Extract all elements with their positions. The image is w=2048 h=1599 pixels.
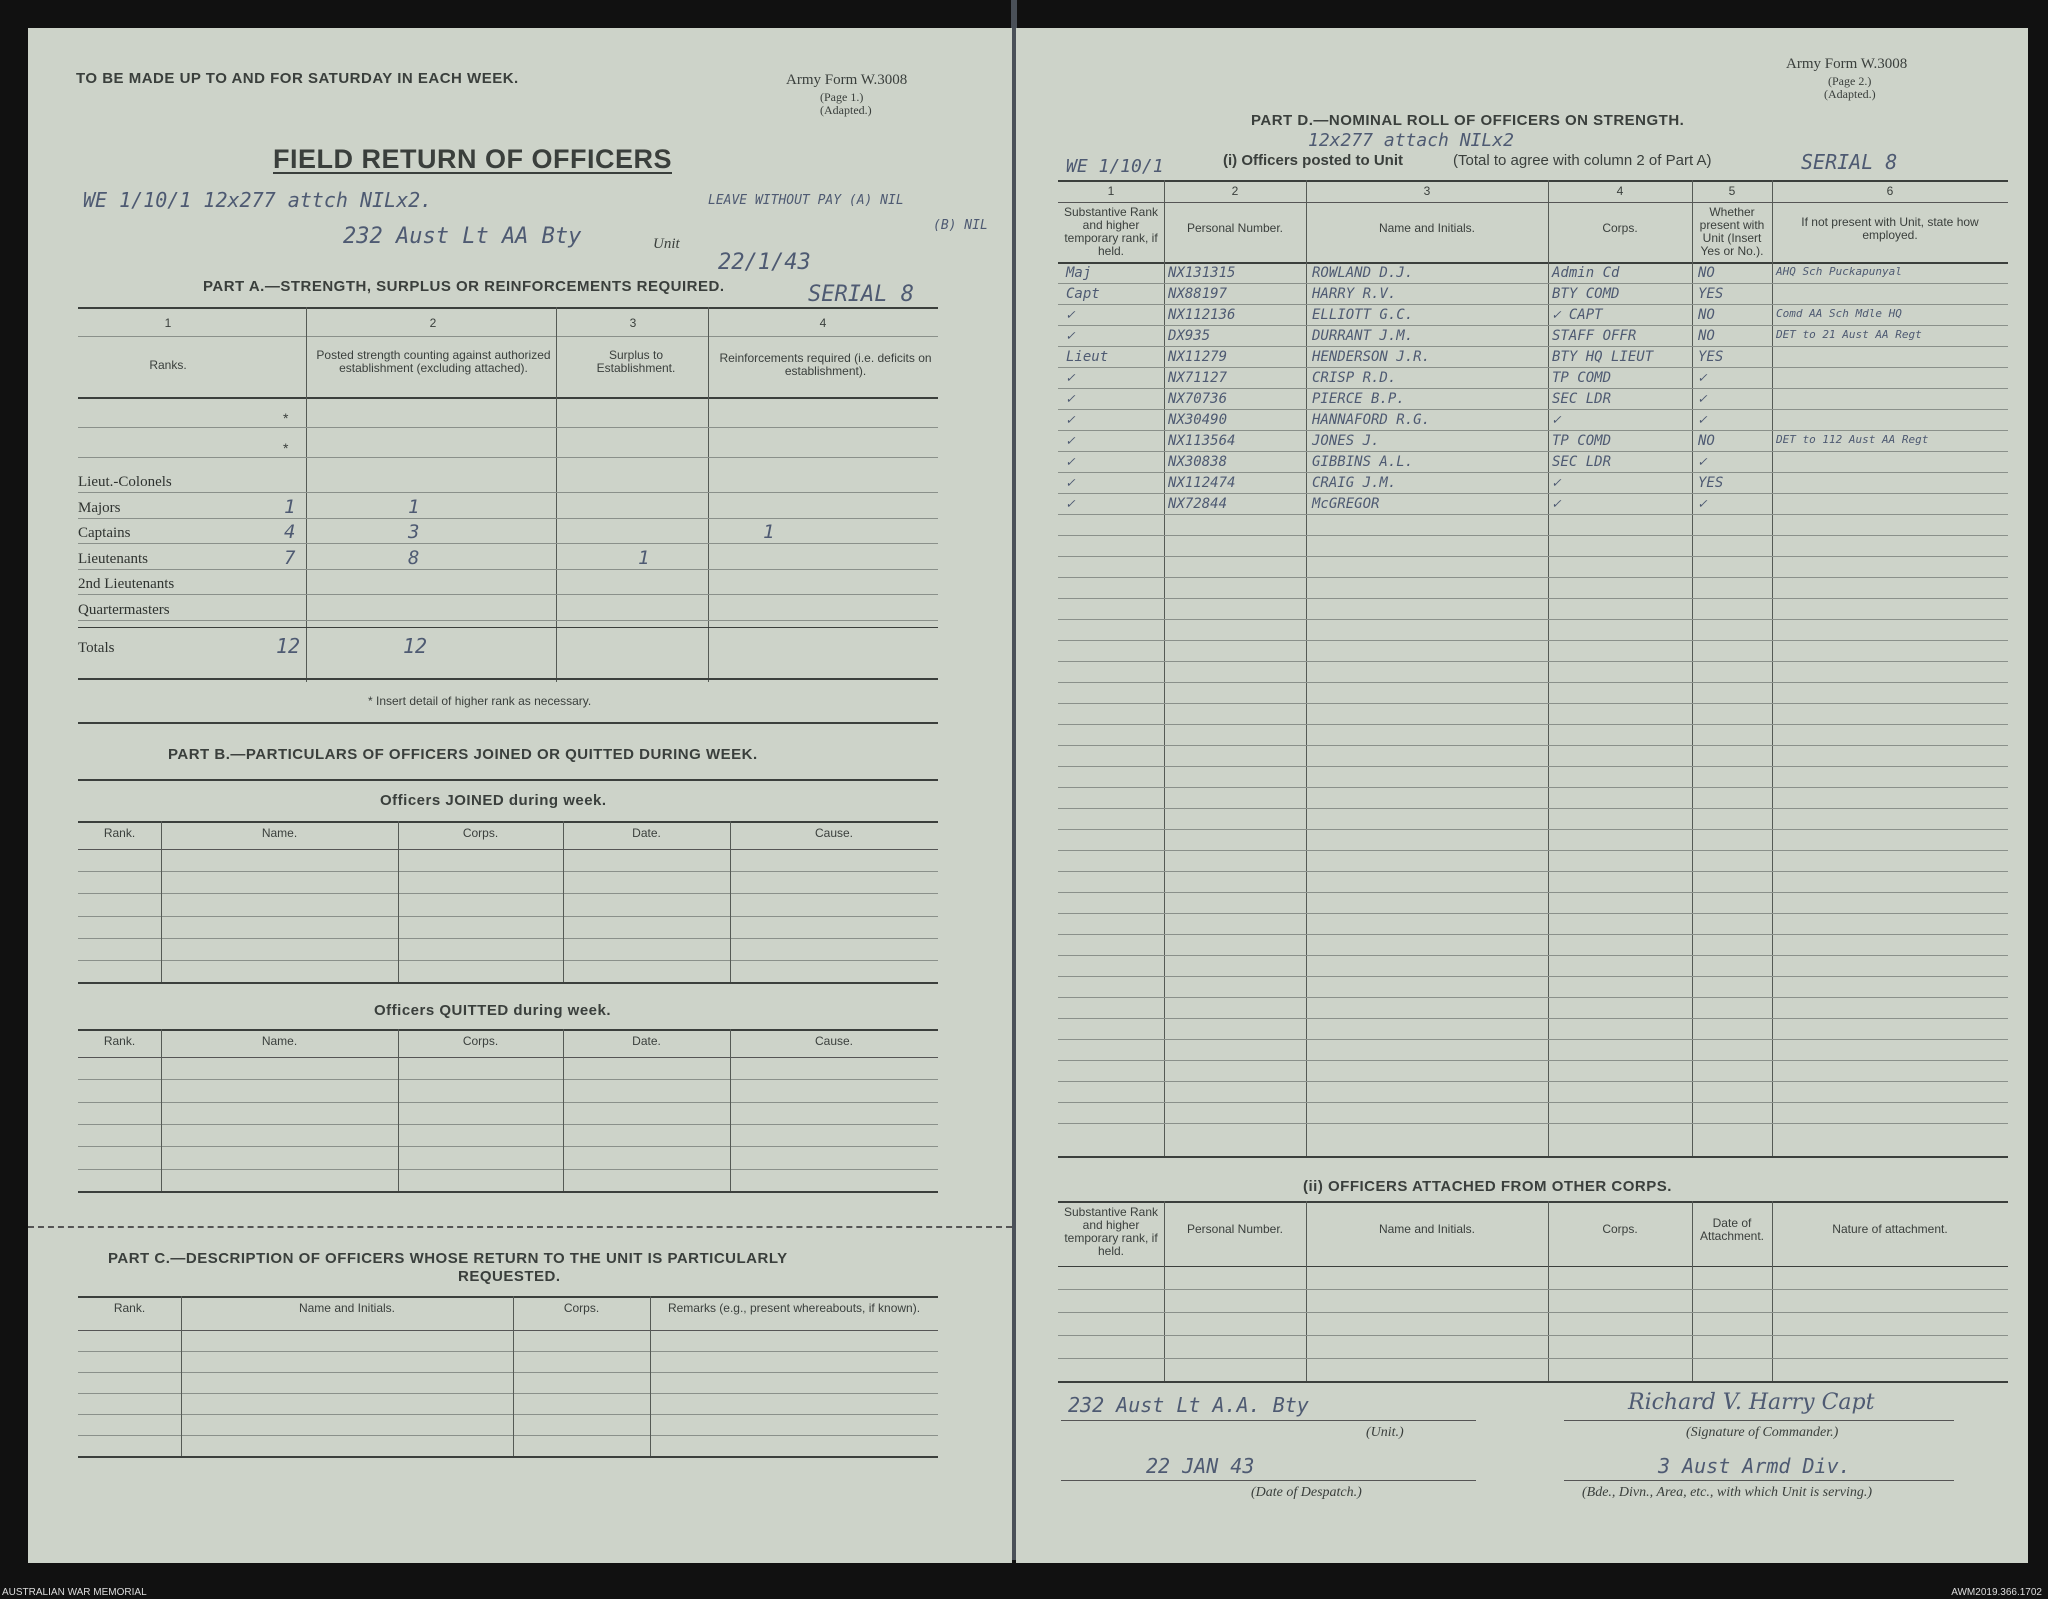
- table-column-header: Name and Initials.: [298, 1301, 396, 1315]
- roll-cell: NX70736: [1168, 391, 1228, 407]
- table-row: [1058, 703, 2008, 704]
- table-column-header: Name.: [261, 1034, 298, 1048]
- roll-cell: YES: [1698, 286, 1724, 302]
- table-row: [78, 938, 938, 939]
- handwritten-attach: 12x277 attach NILx2: [1308, 130, 1514, 151]
- table-column-header: Rank.: [113, 1301, 146, 1315]
- table-row: [1058, 1018, 2008, 1019]
- table-row: [1058, 304, 2008, 305]
- table-row: [78, 1169, 938, 1170]
- table-row: [1058, 472, 2008, 473]
- roll-cell: NX30838: [1168, 454, 1228, 470]
- roll-cell: NX113564: [1168, 433, 1236, 449]
- roll-cell: ✓: [1066, 370, 1075, 386]
- attached-column-header: Date of Attachment.: [1699, 1216, 1765, 1243]
- roll-cell: ✓: [1698, 370, 1707, 386]
- table-row: [1058, 346, 2008, 347]
- footer-credit: AUSTRALIAN WAR MEMORIAL: [2, 1587, 147, 1598]
- table-row: [78, 1414, 938, 1415]
- rank-label: Majors: [78, 499, 121, 516]
- roll-cell: ✓: [1066, 412, 1075, 428]
- table-row: [78, 960, 938, 961]
- footer-accession: AWM2019.366.1702: [1951, 1587, 2042, 1598]
- roll-cell: HENDERSON J.R.: [1312, 349, 1431, 365]
- roll-cell: Admin Cd: [1552, 265, 1620, 281]
- table-row: [1058, 682, 2008, 683]
- table-row: [1058, 1335, 2008, 1336]
- table-row: [1058, 1123, 2008, 1124]
- unit-caption: (Unit.): [1366, 1425, 1404, 1440]
- roll-cell: NX72844: [1168, 496, 1228, 512]
- form-adapted-p2: (Adapted.): [1824, 87, 1876, 101]
- division-caption: (Bde., Divn., Area, etc., with which Unit is serving.): [1582, 1485, 1873, 1500]
- handwritten-we-p2: WE 1/10/1: [1066, 156, 1164, 177]
- table-row: [1058, 787, 2008, 788]
- rank-establishment: 7: [284, 546, 296, 569]
- table-row: [1058, 1312, 2008, 1313]
- quitted-title: Officers QUITTED during week.: [374, 1002, 612, 1019]
- table-column-header: Cause.: [814, 826, 854, 840]
- attached-column-header: Personal Number.: [1186, 1222, 1284, 1236]
- roll-cell: NX71127: [1168, 370, 1228, 386]
- roll-cell: Comd AA Sch Mdle HQ: [1776, 307, 1902, 320]
- roll-cell: ✓: [1698, 391, 1707, 407]
- roll-cell: SEC LDR: [1552, 454, 1612, 470]
- handwritten-division: 3 Aust Armd Div.: [1658, 1454, 1851, 1478]
- rank-posted: 1: [408, 495, 420, 518]
- roll-cell: Capt: [1066, 286, 1100, 302]
- rank-label: 2nd Lieutenants: [78, 576, 175, 592]
- roll-column-header: Personal Number.: [1186, 221, 1284, 235]
- table-row: [78, 871, 938, 872]
- header-note: TO BE MADE UP TO AND FOR SATURDAY IN EACH WEEK.: [76, 70, 519, 87]
- roll-cell: ELLIOTT G.C.: [1312, 307, 1414, 323]
- table-row: [1058, 1102, 2008, 1103]
- part-a-title: PART A.—STRENGTH, SURPLUS OR REINFORCEMENTS REQUIRED.: [203, 278, 725, 295]
- roll-cell: NX131315: [1168, 265, 1236, 281]
- table-row: [1058, 535, 2008, 536]
- table-row: [1058, 808, 2008, 809]
- roll-cell: ✓: [1552, 412, 1561, 428]
- roll-cell: TP COMD: [1552, 433, 1612, 449]
- roll-cell: McGREGOR: [1312, 496, 1380, 512]
- table-row: [78, 1079, 938, 1080]
- form-page: (Page 1.): [820, 90, 864, 104]
- roll-cell: ✓: [1552, 475, 1561, 491]
- roll-column-header: If not present with Unit, state how employed.: [1801, 215, 1979, 242]
- table-row: [1058, 892, 2008, 893]
- table-row: [1058, 619, 2008, 620]
- table-row: [78, 1124, 938, 1125]
- roll-cell: HANNAFORD R.G.: [1312, 412, 1431, 428]
- roll-cell: JONES J.: [1312, 433, 1380, 449]
- table-row: [1058, 829, 2008, 830]
- table-row: [1058, 430, 2008, 431]
- roll-cell: BTY COMD: [1552, 286, 1620, 302]
- handwritten-week-ending: WE 1/10/1 12x277 attch NILx2.: [83, 188, 433, 212]
- joined-title: Officers JOINED during week.: [380, 792, 607, 809]
- signature-caption: (Signature of Commander.): [1686, 1425, 1839, 1440]
- roll-cell: ✓: [1698, 454, 1707, 470]
- totals-label: Totals: [78, 640, 115, 656]
- table-row: [1058, 325, 2008, 326]
- roll-cell: HARRY R.V.: [1312, 286, 1397, 302]
- table-row: [1058, 745, 2008, 746]
- table-row: [1058, 283, 2008, 284]
- roll-cell: NX112474: [1168, 475, 1236, 491]
- part-a-row-line: [78, 569, 938, 570]
- attached-column-header: Name and Initials.: [1378, 1222, 1476, 1236]
- part-a-footnote: * Insert detail of higher rank as necessary.: [368, 694, 592, 708]
- roll-cell: ✓: [1066, 307, 1075, 323]
- roll-cell: Lieut: [1066, 349, 1109, 365]
- table-column-header: Name.: [261, 826, 298, 840]
- table-row: [1058, 1081, 2008, 1082]
- table-row: [1058, 388, 2008, 389]
- table-row: [1058, 955, 2008, 956]
- roll-cell: SEC LDR: [1552, 391, 1612, 407]
- form-page-p2: (Page 2.): [1828, 74, 1872, 88]
- part-a-col-surplus: Surplus to Establishment.: [596, 348, 676, 375]
- rank-posted: 8: [408, 546, 420, 569]
- sub-ii-title: (ii) OFFICERS ATTACHED FROM OTHER CORPS.: [1303, 1178, 1672, 1195]
- roll-cell: YES: [1698, 349, 1724, 365]
- roll-cell: TP COMD: [1552, 370, 1612, 386]
- table-column-header: Rank.: [103, 826, 136, 840]
- handwritten-date: 22/1/43: [718, 250, 811, 275]
- table-row: [1058, 871, 2008, 872]
- handwritten-unit: 232 Aust Lt AA Bty: [343, 224, 582, 249]
- table-row: [78, 1146, 938, 1147]
- table-row: [78, 916, 938, 917]
- roll-cell: Maj: [1066, 265, 1092, 281]
- table-column-header: Corps.: [563, 1301, 600, 1315]
- part-a-row-line: [78, 594, 938, 595]
- form-adapted: (Adapted.): [820, 103, 872, 117]
- roll-cell: NX112136: [1168, 307, 1236, 323]
- part-a-col-posted: Posted strength counting against authorized establishment (excluding attached).: [316, 348, 551, 375]
- table-row: [1058, 850, 2008, 851]
- roll-cell: ✓: [1066, 475, 1075, 491]
- attached-column-header: Corps.: [1602, 1222, 1638, 1236]
- table-row: [1058, 661, 2008, 662]
- despatch-caption: (Date of Despatch.): [1251, 1485, 1362, 1500]
- rank-reinforcements: 1: [763, 521, 775, 543]
- table-column-header: Rank.: [103, 1034, 136, 1048]
- attached-column-header: Substantive Rank and higher temporary rank, if held.: [1063, 1205, 1159, 1258]
- table-column-header: Remarks (e.g., present whereabouts, if known).: [667, 1301, 921, 1315]
- table-column-header: Cause.: [814, 1034, 854, 1048]
- roll-cell: ✓: [1066, 433, 1075, 449]
- table-row: [78, 1393, 938, 1394]
- roll-cell: NX11279: [1168, 349, 1228, 365]
- part-c-title-2: REQUESTED.: [458, 1268, 561, 1285]
- part-a-row-line: [78, 620, 938, 621]
- perforation-line: [28, 1226, 1012, 1228]
- table-row: [1058, 997, 2008, 998]
- table-row: [1058, 1289, 2008, 1290]
- roll-cell: NO: [1698, 433, 1715, 449]
- roll-cell: NX30490: [1168, 412, 1228, 428]
- roll-cell: NX88197: [1168, 286, 1228, 302]
- totals-posted: 12: [403, 634, 428, 658]
- part-a-row-line: [78, 518, 938, 519]
- roll-cell: STAFF OFFR: [1552, 328, 1637, 344]
- roll-cell: ✓: [1066, 496, 1075, 512]
- roll-cell: CRAIG J.M.: [1312, 475, 1397, 491]
- table-row: [78, 1372, 938, 1373]
- table-row: [1058, 724, 2008, 725]
- roll-column-header: Corps.: [1602, 221, 1638, 235]
- totals-establishment: 12: [276, 634, 301, 658]
- form-number: Army Form W.3008: [786, 72, 908, 88]
- part-a-row-line: [78, 543, 938, 544]
- rank-label: Lieut.-Colonels: [78, 474, 172, 490]
- table-row: [1058, 451, 2008, 452]
- roll-cell: DURRANT J.M.: [1312, 328, 1414, 344]
- table-row: [1058, 934, 2008, 935]
- table-column-header: Date.: [632, 826, 661, 840]
- table-row: [1058, 556, 2008, 557]
- roll-cell: ✓: [1066, 391, 1075, 407]
- table-row: [1058, 367, 2008, 368]
- table-row: [1058, 1060, 2008, 1061]
- rank-establishment: 4: [284, 521, 296, 543]
- table-row: [1058, 514, 2008, 515]
- roll-column-header: Substantive Rank and higher temporary rank, if held.: [1063, 205, 1159, 258]
- form-number-p2: Army Form W.3008: [1786, 56, 1908, 72]
- part-a-col-ranks: Ranks.: [149, 358, 187, 372]
- roll-cell: ✓: [1066, 454, 1075, 470]
- table-row: [1058, 640, 2008, 641]
- roll-cell: ✓ CAPT: [1552, 307, 1603, 323]
- roll-cell: PIERCE B.P.: [1312, 391, 1405, 407]
- table-column-header: Corps.: [462, 826, 499, 840]
- rank-label: Quartermasters: [78, 601, 170, 618]
- table-row: [1058, 976, 2008, 977]
- roll-column-header: Name and Initials.: [1378, 221, 1476, 235]
- roll-cell: GIBBINS A.L.: [1312, 454, 1414, 470]
- table-column-header: Date.: [632, 1034, 661, 1048]
- roll-cell: NO: [1698, 265, 1715, 281]
- handwritten-unit-p2: 232 Aust Lt A.A. Bty: [1068, 1393, 1309, 1417]
- attached-column-header: Nature of attachment.: [1832, 1222, 1948, 1236]
- rank-label: Lieutenants: [78, 550, 148, 567]
- handwritten-serial-p2: SERIAL 8: [1801, 150, 1898, 174]
- table-row: [78, 1351, 938, 1352]
- roll-cell: AHQ Sch Puckapunyal: [1776, 265, 1902, 278]
- roll-cell: ✓: [1066, 328, 1075, 344]
- form-page-2: Army Form W.3008 (Page 2.) (Adapted.) PART D.—NOMINAL ROLL OF OFFICERS ON STRENGTH. 12x277 attach NILx2 WE 1/10/1 (i) Officers posted to Unit (Total to agree with column 2 of Part A) SERIAL 8 (ii) OFFICERS ATTACHED FROM OTHER CORPS. 232 Aust Lt A.A. Bty (Unit.) Richard V. Harry Capt (Signature of Commander.) 22 JAN 43 (Date of Despatch.) 3 Aust Armd Div. (Bde., Divn., Area, etc., with which Unit is serving.) 1 2 3 4 5 6 Substantive Rank and higher temporary rank, if held. Personal Number. Name and Initials. Corps. Whether present with Unit (Insert Yes or No.). If not present with Unit, state how employed. Maj NX131315 ROWLAND D.J. Admin Cd NO AHQ Sch Puckapunyal Capt NX88197 HARRY R.V. BTY COMD YES ✓ NX112136 ELLIOTT G.C. ✓ CAPT NO Comd AA Sch Mdle HQ ✓ DX935 DURRANT J.M. STAFF OFFR NO DET to 21 Aust AA Regt Lieut NX11279 HENDERSON J.R. BTY HQ LIEUT YES ✓ NX71127 CRISP R.D. TP COMD ✓ ✓ NX70736 PIERCE B.P. SEC LDR ✓ ✓ NX30490 HANNAFORD R.G. ✓ ✓ ✓ NX113564 JONES J. TP COMD NO DET to 112 Aust AA Regt ✓ NX30838 GIBBINS A.L. SEC LDR ✓ ✓ NX112474 CRAIG J.M. ✓ YES ✓ NX72844 McGREGOR ✓ ✓ Substantive Rank and higher temporary rank, if held. Personal Number. Name and Initials. Corps. Date of Attachment. Nature of attachment.: [1016, 28, 2028, 1563]
- table-row: [1058, 1358, 2008, 1359]
- part-c-title: PART C.—DESCRIPTION OF OFFICERS WHOSE RETURN TO THE UNIT IS PARTICULARLY: [108, 1250, 788, 1267]
- roll-cell: ✓: [1698, 496, 1707, 512]
- roll-cell: ✓: [1552, 496, 1561, 512]
- roll-cell: DET to 112 Aust AA Regt: [1776, 433, 1929, 446]
- table-row: [78, 893, 938, 894]
- roll-cell: DET to 21 Aust AA Regt: [1776, 328, 1922, 341]
- rank-label: Captains: [78, 525, 131, 541]
- table-row: [1058, 493, 2008, 494]
- table-row: [1058, 598, 2008, 599]
- sub-i-note: (Total to agree with column 2 of Part A): [1453, 152, 1712, 169]
- roll-cell: ROWLAND D.J.: [1312, 265, 1414, 281]
- rank-posted: 3: [408, 521, 420, 543]
- part-a-row-line: [78, 492, 938, 493]
- form-page-1: TO BE MADE UP TO AND FOR SATURDAY IN EACH WEEK. Army Form W.3008 (Page 1.) (Adapted.) FIELD RETURN OF OFFICERS WE 1/10/1 12x277 attch NILx2. LEAVE WITHOUT PAY (A) NIL (B) NIL 232 Aust Lt AA Bty Unit 22/1/43 PART A.—STRENGTH, SURPLUS OR REINFORCEMENTS REQUIRED. SERIAL 8 1 2 3 4 Ranks. Posted strength counting against authorized establishment (excluding attached). Surplus to Establishment. Reinforcements required (i.e. deficits on establishment). * * Totals 12 12 * Insert detail of higher rank as necessary. PART B.—PARTICULARS OF OFFICERS JOINED OR QUITTED DURING WEEK. Officers JOINED during week. Officers QUITTED during week. PART C.—DESCRIPTION OF OFFICERS WHOSE RETURN TO THE UNIT IS PARTICULARLY REQUESTED. Lieut.-Colonels Majors 1 1 Captains 4 3 1 Lieutenants 7 8 1 2nd Lieutenants Quartermasters Rank. Name. Corps. Date. Cause. Rank. Name. Corps. Date. Cause. Rank. Name and Initials. Corps. Remarks (e.g., present whereabouts, if known).: [28, 28, 1012, 1563]
- handwritten-despatch-date: 22 JAN 43: [1146, 1454, 1255, 1478]
- part-d-title: PART D.—NOMINAL ROLL OF OFFICERS ON STRENGTH.: [1251, 112, 1685, 129]
- table-row: [1058, 577, 2008, 578]
- roll-cell: NO: [1698, 307, 1715, 323]
- table-row: [1058, 766, 2008, 767]
- table-row: [1058, 409, 2008, 410]
- commander-signature: Richard V. Harry Capt: [1628, 1390, 1875, 1415]
- part-b-title: PART B.—PARTICULARS OF OFFICERS JOINED OR QUITTED DURING WEEK.: [168, 746, 758, 763]
- roll-cell: CRISP R.D.: [1312, 370, 1397, 386]
- roll-cell: DX935: [1168, 328, 1211, 344]
- table-column-header: Corps.: [462, 1034, 499, 1048]
- table-row: [1058, 1039, 2008, 1040]
- rank-establishment: 1: [284, 495, 296, 518]
- unit-label: Unit: [653, 236, 680, 252]
- roll-cell: BTY HQ LIEUT: [1552, 349, 1654, 365]
- table-row: [78, 1435, 938, 1436]
- roll-cell: ✓: [1698, 412, 1707, 428]
- roll-cell: NO: [1698, 328, 1715, 344]
- form-title: FIELD RETURN OF OFFICERS: [273, 144, 672, 174]
- handwritten-serial: SERIAL 8: [808, 282, 914, 307]
- roll-cell: YES: [1698, 475, 1724, 491]
- handwritten-leave: LEAVE WITHOUT PAY (A) NIL: [708, 193, 904, 208]
- part-a-col-reinf: Reinforcements required (i.e. deficits on establishment).: [719, 351, 932, 378]
- roll-column-header: Whether present with Unit (Insert Yes or No.).: [1699, 205, 1765, 258]
- sub-i-label: (i) Officers posted to Unit: [1223, 152, 1403, 169]
- table-row: [1058, 913, 2008, 914]
- rank-surplus: 1: [638, 546, 650, 569]
- table-row: [78, 1102, 938, 1103]
- handwritten-leave-b: (B) NIL: [933, 218, 988, 233]
